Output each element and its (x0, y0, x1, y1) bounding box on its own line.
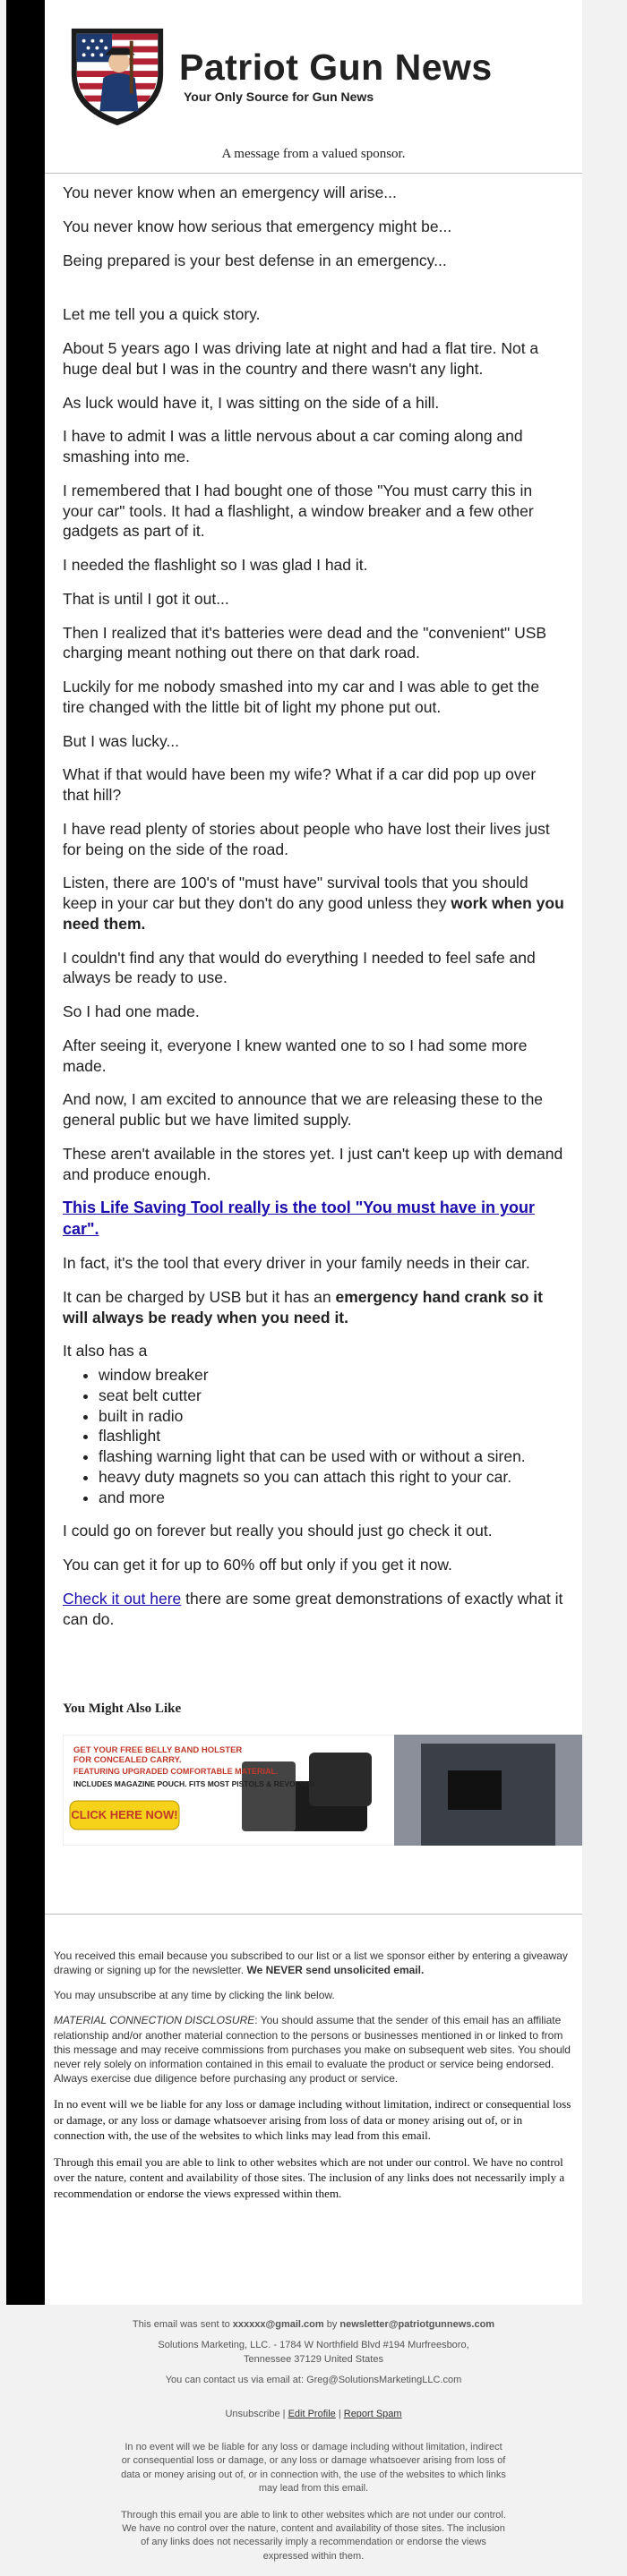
feature-list (63, 1365, 564, 1507)
paragraph: About 5 years ago I was driving late at night and had a flat tire. Not a huge deal but I was in the country and there wasn't any light. (63, 339, 539, 378)
legal-emphasis: We NEVER send unsolicited email. (246, 1963, 425, 1976)
paragraph: Then I realized that it's batteries were dead and the "convenient" USB charging meant nothing out there on that dark road. (63, 623, 547, 662)
brand-title: Patriot Gun News (179, 47, 493, 88)
paragraph (63, 873, 564, 934)
paragraph: That is until I got it out... (63, 589, 229, 608)
email-card (45, 0, 582, 2305)
list-item: • heavy duty magnets so you can attach this right to your car. (99, 1467, 564, 1488)
legal-paragraph: In no event will we be liable for any loss or damage including without limitation, indirect or consequential loss or damage, or any loss or damage whatsoever arising from loss of data or money arising out of, or in connection with, the use of the websites to which links may lead from this email. (54, 2097, 571, 2143)
paragraph: I couldn't find any that would do everything I needed to feel safe and always be ready to use. (63, 948, 536, 987)
paragraph-text: there are some great demonstrations of exactly what it can do. (63, 1589, 563, 1628)
ad-click-here-button[interactable]: CLICK HERE NOW! (71, 1807, 178, 1821)
legal-paragraph: You may unsubscribe at any time by clicking the link below. (54, 1989, 335, 2002)
sender-email: newsletter@patriotgunnews.com (339, 2319, 495, 2330)
check-it-out-link[interactable]: Check it out here (63, 1589, 182, 1608)
contact-line: You can contact us via email at: Greg@SolutionsMarketingLLC.com (165, 2375, 462, 2386)
legal-paragraph (54, 1949, 573, 1977)
disclosure-label: MATERIAL CONNECTION DISCLOSURE (54, 2014, 255, 2027)
paragraph: I have read plenty of stories about people who have lost their lives just for being on the side of the road. (63, 819, 550, 858)
paragraph: I remembered that I had bought one of those "You must carry this in your car" tools. It had a flashlight, a window breaker and a few other gadgets as part of it. (63, 481, 534, 541)
footer-links (0, 2408, 627, 2421)
footer-disclaimer: In no event will we be liable for any loss or damage including without limitation, indirect or consequential loss or damage, or any loss or damage whatsoever arising from loss of data or money arising out of, or in connection with, the use of the websites to which links may lead from this email. (121, 2441, 506, 2495)
legal-section (45, 1915, 582, 2202)
patriot-shield-logo-icon (64, 23, 170, 129)
paragraph: After seeing it, everyone I knew wanted one to so I had some more made. (63, 1036, 528, 1075)
paragraph: Let me tell you a quick story. (63, 305, 261, 324)
paragraph (63, 1198, 564, 1240)
list-item: • and more (99, 1488, 564, 1508)
brand-tagline: Your Only Source for Gun News (184, 90, 374, 104)
paragraph: I could go on forever but really you should just go check it out. (63, 1522, 493, 1540)
list-item: • flashlight (99, 1426, 564, 1446)
email-body (45, 174, 582, 1846)
link-separator: | (335, 2408, 344, 2419)
unsubscribe-link[interactable]: Unsubscribe (225, 2408, 280, 2419)
paragraph-text: Listen, there are 100's of "must have" survival tools that you should keep in your car but they don't do any good unless they (63, 874, 528, 912)
paragraph: What if that would have been my wife? What if a car did pop up over that hill? (63, 765, 537, 804)
legal-paragraph (54, 2013, 573, 2086)
outer-footer (0, 2318, 627, 2576)
paragraph: I have to admit I was a little nervous about a car coming along and smashing into me. (63, 427, 523, 465)
paragraph: Being prepared is your best defense in an emergency... (63, 251, 447, 269)
paragraph: You never know how serious that emergency might be... (63, 217, 452, 235)
legal-text: : You should assume that the sender of this email has an affiliate relationship and/or another material connection to the persons or businesses mentioned in or linked to from this message and may receive commissions from purchases you make on subsequent web sites. You should never rely solely on information contained in this email to evaluate the product or service being endorsed. Always exercise due diligence before purchasing any product or service. (54, 2014, 571, 2086)
email-header (45, 0, 582, 132)
paragraph: You never know when an emergency will arise... (63, 183, 397, 201)
list-item: • window breaker (99, 1365, 564, 1386)
link-separator: | (279, 2408, 288, 2419)
paragraph: In fact, it's the tool that every driver in your family needs in their car. (63, 1254, 530, 1273)
edit-profile-link[interactable]: Edit Profile (288, 2408, 336, 2419)
paragraph: So I had one made. (63, 1002, 200, 1020)
holster-ad-banner[interactable] (63, 1735, 582, 1846)
mailing-address: Solutions Marketing, LLC. - 1784 W Northfield Blvd #194 Murfreesboro, Tennessee 37129 United States (158, 2340, 469, 2365)
list-item: • built in radio (99, 1406, 564, 1427)
sent-to-line (0, 2318, 627, 2332)
ad-headline-2: FEATURING UPGRADED COMFORTABLE MATERIAL. (73, 1766, 279, 1776)
recipient-email: xxxxxx@gmail.com (232, 2319, 324, 2330)
ad-headline-1: GET YOUR FREE BELLY BAND HOLSTER FOR CONCEALED CARRY. (73, 1744, 243, 1766)
paragraph: It also has a (63, 1342, 148, 1361)
emphasis-text: work when you need them. (63, 894, 564, 933)
sent-by: by (323, 2319, 340, 2330)
paragraph: And now, I am excited to announce that we are releasing these to the general public but we have limited supply. (63, 1090, 544, 1129)
paragraph-text: It can be charged by USB but it has an (63, 1287, 336, 1306)
report-spam-link[interactable]: Report Spam (343, 2408, 402, 2419)
paragraph: You can get it for up to 60% off but only if you get it now. (63, 1556, 452, 1574)
paragraph: These aren't available in the stores yet. I just can't keep up with demand and produce enough. (63, 1144, 563, 1183)
list-item: • seat belt cutter (99, 1386, 564, 1406)
ad-headline-3: INCLUDES MAGAZINE POUCH. FITS MOST PISTOLS & REVOLVER (73, 1778, 315, 1788)
you-might-also-like-heading: You Might Also Like (63, 1702, 182, 1717)
paragraph: I needed the flashlight so I was glad I had it. (63, 556, 368, 574)
paragraph: Luckily for me nobody smashed into my car and I was able to get the tire changed with the little bit of light my phone put out. (63, 678, 540, 716)
life-saving-tool-link[interactable]: This Life Saving Tool really is the tool "You must have in your car". (63, 1198, 535, 1238)
emphasis-text: emergency hand crank so it will always be ready when you need it. (63, 1287, 543, 1326)
paragraph: As luck would have it, I was sitting on the side of a hill. (63, 393, 440, 412)
paragraph (63, 1287, 564, 1328)
footer-disclaimer: Through this email you are able to link to other websites which are not under our control. We have no control over the nature, content and availability of those sites. The inclusion of any links does not necessarily imply a recommendation or endorse the views expressed within them. (121, 2509, 506, 2562)
paragraph: But I was lucky... (63, 731, 179, 750)
paragraph (63, 1589, 564, 1630)
list-item: • flashing warning light that can be used with or without a siren. (99, 1446, 564, 1467)
sent-prefix: This email was sent to (132, 2319, 233, 2330)
legal-paragraph: Through this email you are able to link to other websites which are not under our control. We have no control over the nature, content and availability of those sites. The inclusion of any links does not necessarily imply a recommendation or endorse the views expressed within them. (54, 2154, 565, 2201)
legal-text: You received this email because you subscribed to our list or a list we sponsor either by entering a giveaway drawing or signing up for the newsletter. (54, 1949, 568, 1976)
sponsor-line: A message from a valued sponsor. (45, 132, 582, 174)
